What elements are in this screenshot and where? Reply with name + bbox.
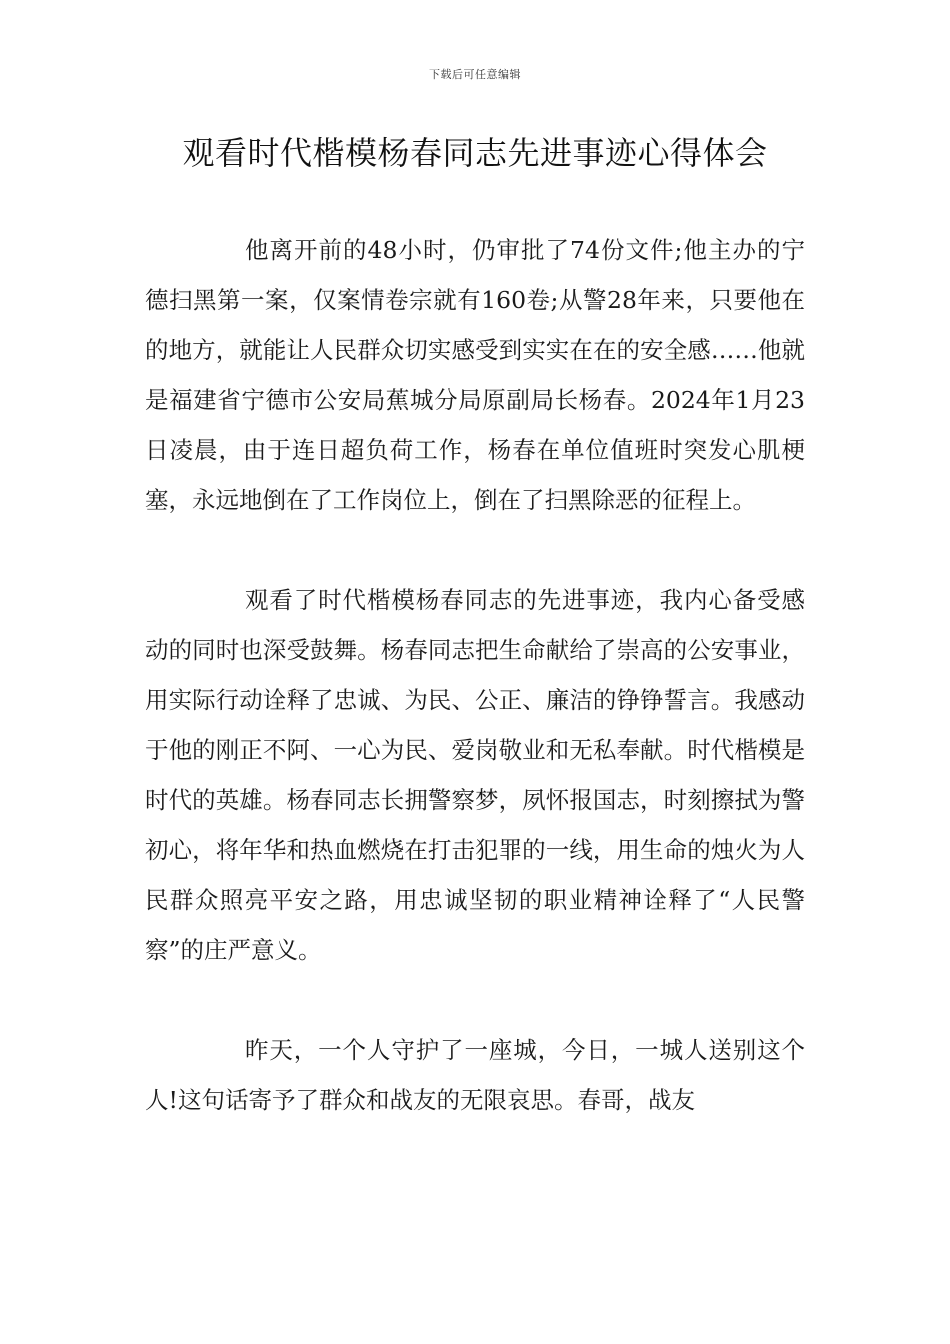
- paragraph-2: 观看了时代楷模杨春同志的先进事迹，我内心备受感动的同时也深受鼓舞。杨春同志把生命献给了崇高的公安事业，用实际行动诠释了忠诚、为民、公正、廉洁的铮铮誓言。我感动于他的刚正不阿、一心为民、爱岗敬业和无私奉献。时代楷模是时代的英雄。杨春同志长拥警察梦，夙怀报国志，时刻擦拭为警初心，将年华和热血燃烧在打击犯罪的一线，用生命的烛火为人民群众照亮平安之路，用忠诚坚韧的职业精神诠释了“人民警察”的庄严意义。: [145, 586, 805, 964]
- document-body: [145, 225, 805, 1175]
- paragraph-1: 他离开前的48小时，仍审批了74份文件;他主办的宁德扫黑第一案，仅案情卷宗就有160卷;从警28年来，只要他在的地方，就能让人民群众切实感受到实实在在的安全感……他就是福建省宁德市公安局蕉城分局原副局长杨春。2024年1月23日凌晨，由于连日超负荷工作，杨春在单位值班时突发心肌梗塞，永远地倒在了工作岗位上，倒在了扫黑除恶的征程上。: [145, 236, 805, 514]
- paragraph-3: 昨天，一个人守护了一座城，今日，一城人送别这个人!这句话寄予了群众和战友的无限哀思。春哥，战友: [145, 1036, 805, 1114]
- header-note: 下载后可任意编辑: [429, 68, 521, 81]
- document-title: 观看时代楷模杨春同志先进事迹心得体会: [182, 134, 768, 172]
